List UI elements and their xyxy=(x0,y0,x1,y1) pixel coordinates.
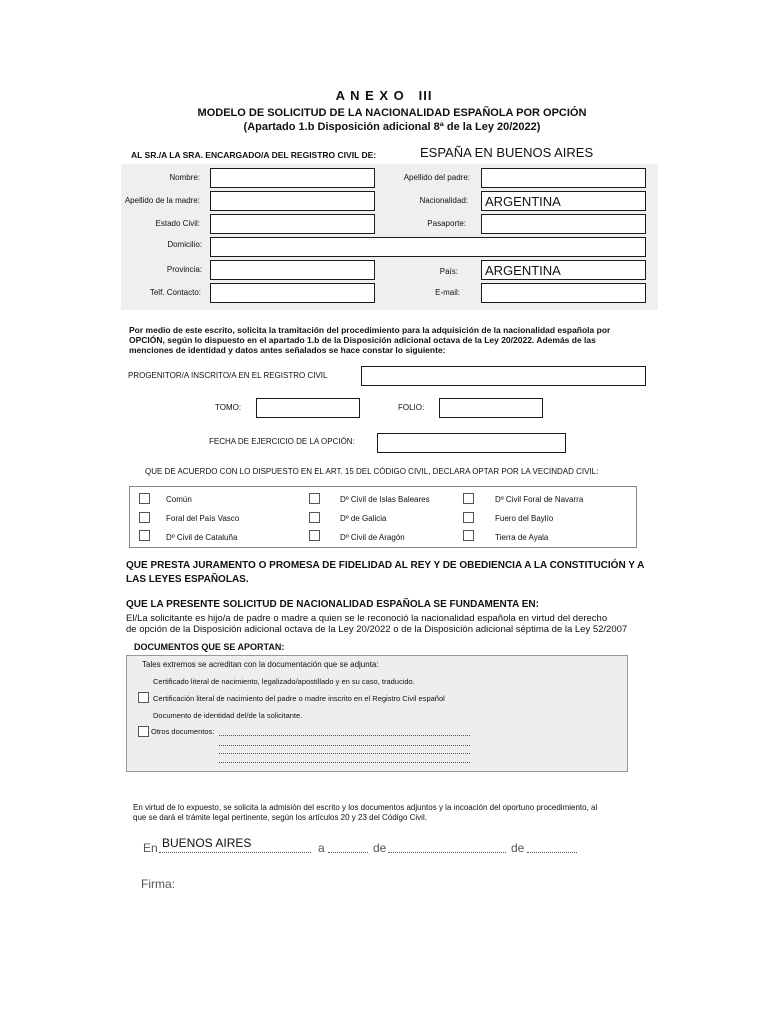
closing-line-2: que se dará el trámite legal pertinente, según los artículos 20 y 23 del Código Civil. xyxy=(133,813,427,822)
otros-documentos-line-2[interactable] xyxy=(219,745,470,746)
progenitor-field[interactable] xyxy=(361,366,646,386)
telefono-label: Telf. Contacto: xyxy=(149,288,201,297)
form-subtitle: MODELO DE SOLICITUD DE LA NACIONALIDAD ESPAÑOLA POR OPCIÓN xyxy=(197,107,587,119)
otros-documentos-line-4[interactable] xyxy=(219,762,470,763)
option-navarra-label: Dº Civil Foral de Navarra xyxy=(495,495,584,504)
request-line-2: OPCIÓN, según lo dispuesto en el apartado 1.b de la Disposición adicional octava de la Ley 20/2022. Además de las xyxy=(129,335,596,345)
pais-field[interactable] xyxy=(481,260,646,280)
option-baylio-label: Fuero del Baylío xyxy=(495,514,554,523)
apellido-madre-label: Apellido de la madre: xyxy=(124,196,200,205)
email-label: E-mail: xyxy=(435,288,460,297)
provincia-label: Provincia: xyxy=(166,265,202,274)
firma-label: Firma: xyxy=(141,877,175,891)
checkbox-civil-cataluna[interactable] xyxy=(139,530,150,541)
oath-line-2: LAS LEYES ESPAÑOLAS. xyxy=(126,574,249,585)
registry-value[interactable]: ESPAÑA EN BUENOS AIRES xyxy=(420,145,594,160)
tomo-field[interactable] xyxy=(256,398,360,418)
fecha-label: FECHA DE EJERCICIO DE LA OPCIÓN: xyxy=(209,437,355,446)
checkbox-islas-baleares[interactable] xyxy=(309,493,320,504)
en-label: En xyxy=(143,841,158,855)
city-line[interactable] xyxy=(159,852,311,853)
month-line[interactable] xyxy=(388,852,506,853)
documents-intro: Tales extremos se acreditan con la documentación que se adjunta: xyxy=(142,660,379,669)
domicilio-field[interactable] xyxy=(210,237,646,257)
checkbox-comun[interactable] xyxy=(139,493,150,504)
checkbox-galicia[interactable] xyxy=(309,512,320,523)
option-aragon-label: Dº Civil de Aragón xyxy=(340,533,405,542)
pasaporte-label: Pasaporte: xyxy=(427,219,466,228)
email-field[interactable] xyxy=(481,283,646,303)
nombre-label: Nombre: xyxy=(169,173,200,182)
fecha-field[interactable] xyxy=(377,433,566,453)
provincia-field[interactable] xyxy=(210,260,375,280)
pais-label: País: xyxy=(439,267,458,276)
year-line[interactable] xyxy=(527,852,577,853)
annex-title: A N E X O III xyxy=(335,88,433,103)
estado-civil-field[interactable] xyxy=(210,214,375,234)
oath-line-1: QUE PRESTA JURAMENTO O PROMESA DE FIDELIDAD AL REY Y DE OBEDIENCIA A LA CONSTITUCIÓN Y A xyxy=(126,560,645,571)
a-label: a xyxy=(318,841,325,855)
checkbox-otros-documentos[interactable] xyxy=(138,726,149,737)
request-line-3: menciones de identidad y datos antes señalados se hace constar lo siguiente: xyxy=(129,345,446,355)
telefono-field[interactable] xyxy=(210,283,375,303)
nacionalidad-label: Nacionalidad: xyxy=(419,196,468,205)
registry-label: AL SR./A LA SRA. ENCARGADO/A DEL REGISTRO CIVIL DE: xyxy=(131,150,377,160)
nacionalidad-value: ARGENTINA xyxy=(485,194,561,209)
checkbox-certificacion-padre[interactable] xyxy=(138,692,149,703)
de-label-1: de xyxy=(373,841,387,855)
domicilio-label: Domicilio: xyxy=(167,240,202,249)
basis-line-2: de opción de la Disposición adicional octava de la Ley 20/2022 o de la Disposición adicional séptima de la Ley 52/2007 xyxy=(126,624,628,635)
option-galicia-label: Dº de Galicia xyxy=(340,514,387,523)
checkbox-ayala[interactable] xyxy=(463,530,474,541)
document-item-4: Otros documentos: xyxy=(151,727,215,736)
option-civil-cataluna-label: Dº Civil de Cataluña xyxy=(166,533,238,542)
city-value[interactable]: BUENOS AIRES xyxy=(162,836,252,850)
otros-documentos-line-1[interactable] xyxy=(219,735,470,736)
de-label-2: de xyxy=(511,841,525,855)
apellido-madre-field[interactable] xyxy=(210,191,375,211)
otros-documentos-line-3[interactable] xyxy=(219,753,470,754)
folio-label: FOLIO: xyxy=(398,403,425,412)
closing-line-1: En virtud de lo expuesto, se solicita la admisión del escrito y los documentos adjuntos y la incoación del oportuno procedimiento, al xyxy=(133,803,598,812)
request-line-1: Por medio de este escrito, solicita la tramitación del procedimiento para la adquisición de la nacionalidad española por xyxy=(129,325,611,335)
option-comun-label: Común xyxy=(166,495,192,504)
day-line[interactable] xyxy=(328,852,368,853)
form-subtitle-law: (Apartado 1.b Disposición adicional 8ª de la Ley 20/2022) xyxy=(243,121,541,133)
apellido-padre-field[interactable] xyxy=(481,168,646,188)
vecindad-heading: QUE DE ACUERDO CON LO DISPUESTO EN EL ART. 15 DEL CÓDIGO CIVIL, DECLARA OPTAR POR LA VECINDAD CIVIL: xyxy=(145,467,599,476)
checkbox-aragon[interactable] xyxy=(309,530,320,541)
documents-heading: DOCUMENTOS QUE SE APORTAN: xyxy=(134,642,285,652)
basis-line-1: El/La solicitante es hijo/a de padre o madre a quien se le reconoció la nacionalidad española en virtud del derecho xyxy=(126,613,608,624)
option-foral-pais-vasco-label: Foral del País Vasco xyxy=(166,514,240,523)
document-item-3: Documento de identidad del/de la solicitante. xyxy=(153,711,303,720)
document-item-1: Certificado literal de nacimiento, legalizado/apostillado y en su caso, traducido. xyxy=(153,677,415,686)
estado-civil-label: Estado Civil: xyxy=(155,219,200,228)
nombre-field[interactable] xyxy=(210,168,375,188)
document-item-2: Certificación literal de nacimiento del padre o madre inscrito en el Registro Civil español xyxy=(153,694,445,703)
apellido-padre-label: Apellido del padre: xyxy=(403,173,470,182)
option-ayala-label: Tierra de Ayala xyxy=(495,533,549,542)
basis-heading: QUE LA PRESENTE SOLICITUD DE NACIONALIDAD ESPAÑOLA SE FUNDAMENTA EN: xyxy=(126,599,539,610)
progenitor-label: PROGENITOR/A INSCRITO/A EN EL REGISTRO CIVIL xyxy=(128,371,328,380)
tomo-label: TOMO: xyxy=(215,403,242,412)
checkbox-baylio[interactable] xyxy=(463,512,474,523)
pais-value: ARGENTINA xyxy=(485,263,561,278)
checkbox-navarra[interactable] xyxy=(463,493,474,504)
pasaporte-field[interactable] xyxy=(481,214,646,234)
nacionalidad-field[interactable] xyxy=(481,191,646,211)
checkbox-foral-pais-vasco[interactable] xyxy=(139,512,150,523)
folio-field[interactable] xyxy=(439,398,543,418)
option-islas-baleares-label: Dº Civil de Islas Baleares xyxy=(340,495,430,504)
